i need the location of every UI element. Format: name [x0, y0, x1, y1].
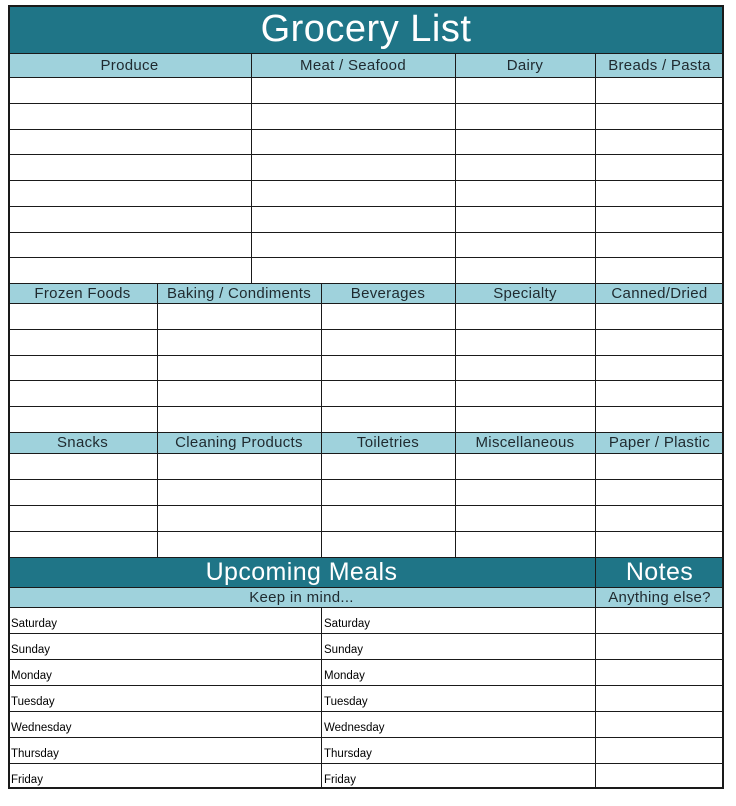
produce-row-cell[interactable] [455, 129, 595, 155]
column-divider [595, 53, 596, 283]
frozen-row-cell[interactable] [8, 406, 157, 432]
header-frozen-foods: Frozen Foods [8, 283, 157, 303]
produce-row-cell[interactable] [8, 103, 251, 129]
produce-row-cell[interactable] [8, 180, 251, 206]
snacks-row-cell[interactable] [8, 531, 157, 557]
row-divider [8, 206, 724, 207]
row-divider [8, 329, 724, 330]
page-title: Grocery List [8, 5, 724, 53]
column-divider [321, 432, 322, 557]
snacks-row-cell[interactable] [455, 505, 595, 531]
row-divider [8, 303, 724, 304]
header-dairy: Dairy [455, 53, 595, 77]
frozen-row-cell[interactable] [321, 355, 455, 381]
meal-row-cell[interactable] [595, 685, 724, 711]
produce-row-cell[interactable] [8, 129, 251, 155]
snacks-row-cell[interactable] [321, 453, 455, 479]
produce-row-cell[interactable] [251, 154, 455, 180]
produce-row-cell[interactable] [8, 77, 251, 103]
day-label-left: Wednesday [11, 722, 72, 734]
frozen-row-cell[interactable] [595, 380, 724, 406]
column-divider [157, 432, 158, 557]
row-divider [8, 129, 724, 130]
frozen-row-cell[interactable] [595, 303, 724, 329]
frozen-row-cell[interactable] [595, 329, 724, 355]
frozen-row-cell[interactable] [455, 329, 595, 355]
notes-title: Notes [595, 557, 724, 587]
row-divider [8, 232, 724, 233]
produce-row-cell[interactable] [251, 129, 455, 155]
produce-row-cell[interactable] [595, 103, 724, 129]
produce-row-cell[interactable] [595, 257, 724, 283]
column-divider [455, 283, 456, 432]
snacks-row-cell[interactable] [157, 531, 321, 557]
day-label-right: Sunday [324, 644, 364, 656]
header-beverages: Beverages [321, 283, 455, 303]
produce-row-cell[interactable] [455, 180, 595, 206]
column-divider [595, 283, 596, 432]
snacks-row-cell[interactable] [8, 453, 157, 479]
day-label-right: Friday [324, 774, 356, 786]
frozen-row-cell[interactable] [8, 355, 157, 381]
produce-row-cell[interactable] [8, 232, 251, 258]
header-specialty: Specialty [455, 283, 595, 303]
produce-row-cell[interactable] [595, 232, 724, 258]
produce-row-cell[interactable] [251, 206, 455, 232]
snacks-row-cell[interactable] [321, 531, 455, 557]
day-label-right: Wednesday [324, 722, 385, 734]
row-divider [8, 432, 724, 433]
frozen-row-cell[interactable] [595, 406, 724, 432]
column-divider [321, 283, 322, 432]
header-snacks: Snacks [8, 432, 157, 453]
snacks-row-cell[interactable] [321, 505, 455, 531]
produce-row-cell[interactable] [595, 154, 724, 180]
produce-row-cell[interactable] [8, 206, 251, 232]
column-divider [251, 53, 252, 283]
meal-row-cell[interactable] [595, 737, 724, 763]
day-label-left: Monday [11, 670, 52, 682]
snacks-row-cell[interactable] [157, 479, 321, 505]
row-divider [8, 154, 724, 155]
column-divider [455, 53, 456, 283]
snacks-row-cell[interactable] [8, 505, 157, 531]
meals-subtitle: Keep in mind... [8, 587, 595, 607]
frozen-row-cell[interactable] [455, 380, 595, 406]
row-divider [8, 355, 724, 356]
row-divider [8, 180, 724, 181]
day-label-left: Saturday [11, 618, 58, 630]
day-label-right: Tuesday [324, 696, 368, 708]
produce-row-cell[interactable] [8, 154, 251, 180]
frozen-row-cell[interactable] [455, 303, 595, 329]
header-breads-pasta: Breads / Pasta [595, 53, 724, 77]
frozen-row-cell[interactable] [455, 406, 595, 432]
produce-row-cell[interactable] [455, 154, 595, 180]
frozen-row-cell[interactable] [8, 303, 157, 329]
produce-row-cell[interactable] [251, 232, 455, 258]
header-cleaning-products: Cleaning Products [157, 432, 321, 453]
frozen-row-cell[interactable] [321, 406, 455, 432]
meal-row-cell[interactable] [595, 607, 724, 633]
header-produce: Produce [8, 53, 251, 77]
meal-row-cell[interactable] [595, 659, 724, 685]
row-divider [8, 53, 724, 54]
header-canned-dried: Canned/Dried [595, 283, 724, 303]
produce-row-cell[interactable] [455, 206, 595, 232]
header-toiletries: Toiletries [321, 432, 455, 453]
day-label-left: Sunday [11, 644, 51, 656]
header-meat-seafood: Meat / Seafood [251, 53, 455, 77]
frozen-row-cell[interactable] [595, 355, 724, 381]
frozen-row-cell[interactable] [157, 303, 321, 329]
row-divider [8, 531, 724, 532]
produce-row-cell[interactable] [251, 257, 455, 283]
frozen-row-cell[interactable] [157, 406, 321, 432]
snacks-row-cell[interactable] [455, 479, 595, 505]
snacks-row-cell[interactable] [321, 479, 455, 505]
snacks-row-cell[interactable] [595, 479, 724, 505]
frozen-row-cell[interactable] [321, 303, 455, 329]
frozen-row-cell[interactable] [8, 329, 157, 355]
produce-row-cell[interactable] [455, 77, 595, 103]
frozen-row-cell[interactable] [8, 380, 157, 406]
produce-row-cell[interactable] [455, 257, 595, 283]
snacks-row-cell[interactable] [455, 531, 595, 557]
meal-row-cell[interactable] [595, 633, 724, 659]
produce-row-cell[interactable] [595, 206, 724, 232]
produce-row-cell[interactable] [455, 103, 595, 129]
row-divider [8, 557, 724, 558]
frozen-row-cell[interactable] [157, 380, 321, 406]
row-divider [8, 587, 724, 588]
row-divider [8, 283, 724, 284]
snacks-row-cell[interactable] [157, 505, 321, 531]
notes-subtitle: Anything else? [595, 587, 724, 607]
produce-row-cell[interactable] [251, 77, 455, 103]
produce-row-cell[interactable] [8, 257, 251, 283]
produce-row-cell[interactable] [251, 103, 455, 129]
snacks-row-cell[interactable] [455, 453, 595, 479]
grocery-list-sheet [8, 5, 724, 789]
column-divider [595, 432, 596, 557]
header-miscellaneous: Miscellaneous [455, 432, 595, 453]
frozen-row-cell[interactable] [321, 329, 455, 355]
snacks-row-cell[interactable] [595, 453, 724, 479]
header-paper-plastic: Paper / Plastic [595, 432, 724, 453]
produce-row-cell[interactable] [455, 232, 595, 258]
day-label-left: Thursday [11, 748, 59, 760]
snacks-row-cell[interactable] [8, 479, 157, 505]
row-divider [8, 380, 724, 381]
meal-row-cell[interactable] [595, 711, 724, 737]
row-divider [8, 257, 724, 258]
column-divider [455, 432, 456, 557]
frozen-row-cell[interactable] [157, 329, 321, 355]
day-label-right: Saturday [324, 618, 371, 630]
column-divider [157, 283, 158, 432]
produce-row-cell[interactable] [251, 180, 455, 206]
row-divider [8, 505, 724, 506]
produce-row-cell[interactable] [595, 180, 724, 206]
row-divider [8, 406, 724, 407]
header-baking-condiments: Baking / Condiments [157, 283, 321, 303]
day-label-right: Thursday [324, 748, 372, 760]
frozen-row-cell[interactable] [157, 355, 321, 381]
frozen-row-cell[interactable] [321, 380, 455, 406]
row-divider [8, 453, 724, 454]
day-label-left: Tuesday [11, 696, 55, 708]
day-label-right: Monday [324, 670, 365, 682]
row-divider [8, 103, 724, 104]
produce-row-cell[interactable] [595, 77, 724, 103]
frozen-row-cell[interactable] [455, 355, 595, 381]
snacks-row-cell[interactable] [157, 453, 321, 479]
row-divider [8, 479, 724, 480]
meal-row-cell[interactable] [595, 763, 724, 789]
produce-row-cell[interactable] [595, 129, 724, 155]
day-label-left: Friday [11, 774, 43, 786]
row-divider [8, 77, 724, 78]
upcoming-meals-title: Upcoming Meals [8, 557, 595, 587]
snacks-row-cell[interactable] [595, 505, 724, 531]
snacks-row-cell[interactable] [595, 531, 724, 557]
